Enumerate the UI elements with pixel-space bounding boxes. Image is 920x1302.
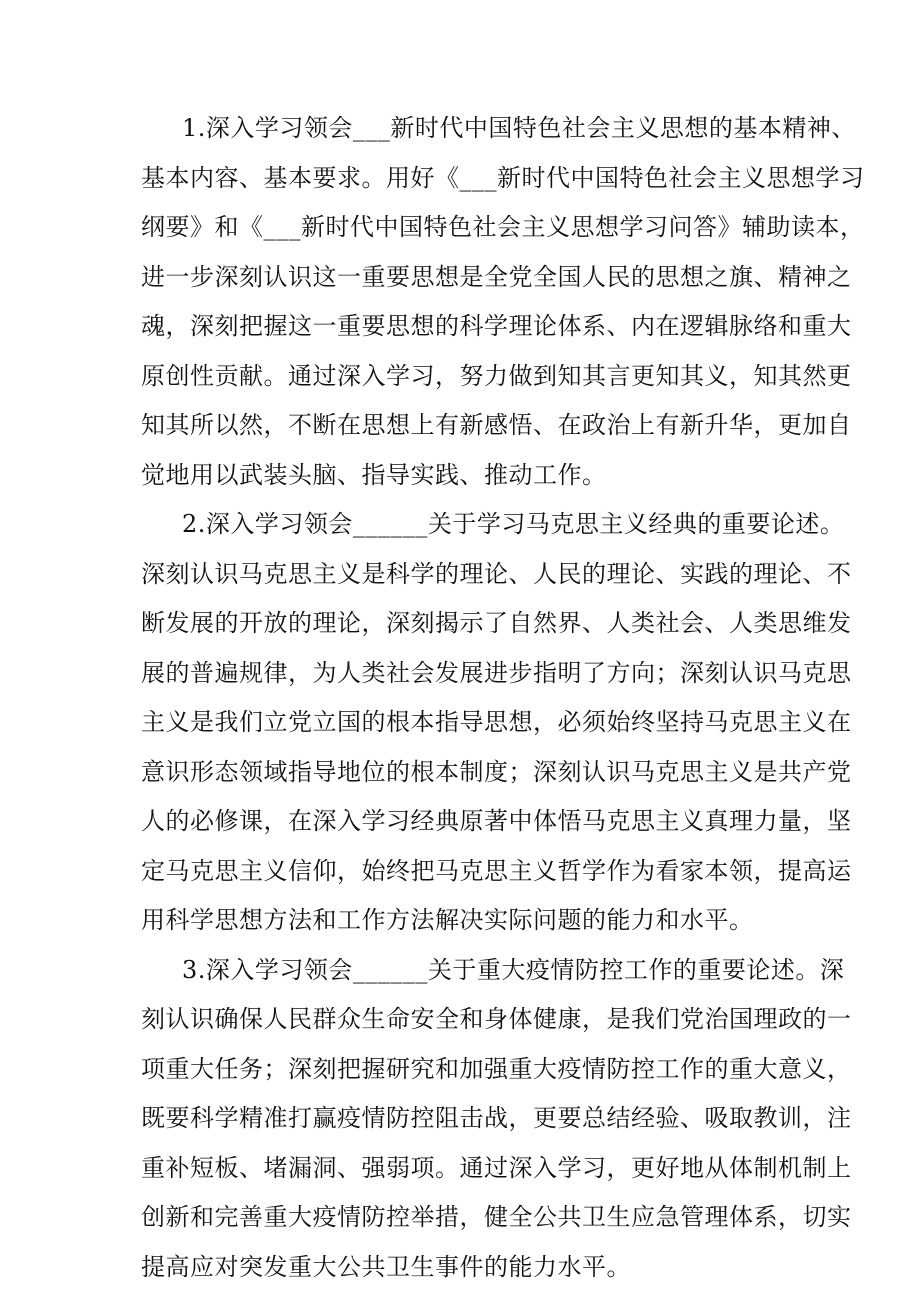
paragraph-1 [141, 104, 865, 500]
paragraph-line: 展的普遍规律，为人类社会发展进步指明了方向；深刻认识马克思 [141, 658, 852, 687]
paragraph-line: 刻认识确保人民群众生命安全和身体健康，是我们党治国理政的一 [141, 1005, 852, 1033]
paragraph-line: 创新和完善重大疫情防控举措，健全公共卫生应急管理体系，切实 [141, 1203, 852, 1231]
paragraph-2 [141, 500, 852, 946]
paragraph-line: 1.深入学习领会___新时代中国特色社会主义思想的基本精神、 [182, 114, 856, 142]
document-body [141, 104, 865, 1292]
paragraph-line: 知其所以然，不断在思想上有新感悟、在政治上有新升华，更加自 [141, 411, 852, 439]
paragraph-line: 提高应对突发重大公共卫生事件的能力水平。 [141, 1252, 631, 1281]
paragraph-line: 断发展的开放的理论，深刻揭示了自然界、人类社会、人类思维发 [141, 609, 852, 637]
paragraph-line: 3.深入学习领会______关于重大疫情防控工作的重要论述。深 [182, 955, 845, 984]
paragraph-line: 原创性贡献。通过深入学习，努力做到知其言更知其义，知其然更 [141, 361, 852, 390]
paragraph-line: 人的必修课，在深入学习经典原著中体悟马克思主义真理力量，坚 [141, 807, 852, 835]
paragraph-line: 意识形态领域指导地位的根本制度；深刻认识马克思主义是共产党 [141, 757, 852, 786]
paragraph-line: 项重大任务；深刻把握研究和加强重大疫情防控工作的重大意义， [141, 1054, 852, 1083]
paragraph-3 [141, 946, 852, 1293]
paragraph-line: 觉地用以武装头脑、指导实践、推动工作。 [141, 460, 607, 489]
paragraph-line: 主义是我们立党立国的根本指导思想，必须始终坚持马克思主义在 [141, 708, 852, 736]
paragraph-line: 深刻认识马克思主义是科学的理论、人民的理论、实践的理论、不 [141, 559, 852, 588]
paragraph-line: 基本内容、基本要求。用好《___新时代中国特色社会主义思想学习 [141, 163, 865, 192]
paragraph-line: 魂，深刻把握这一重要思想的科学理论体系、内在逻辑脉络和重大 [141, 312, 852, 340]
paragraph-line: 重补短板、堵漏洞、强弱项。通过深入学习，更好地从体制机制上 [141, 1153, 852, 1182]
paragraph-line: 纲要》和《___新时代中国特色社会主义思想学习问答》辅助读本， [141, 213, 865, 241]
paragraph-line: 2.深入学习领会______关于学习马克思主义经典的重要论述。 [182, 510, 845, 538]
paragraph-line: 定马克思主义信仰，始终把马克思主义哲学作为看家本领，提高运 [141, 856, 852, 885]
paragraph-line: 进一步深刻认识这一重要思想是全党全国人民的思想之旗、精神之 [141, 262, 852, 291]
paragraph-line: 既要科学精准打赢疫情防控阻击战，更要总结经验、吸取教训，注 [141, 1104, 852, 1132]
paragraph-line: 用科学思想方法和工作方法解决实际问题的能力和水平。 [141, 906, 754, 934]
